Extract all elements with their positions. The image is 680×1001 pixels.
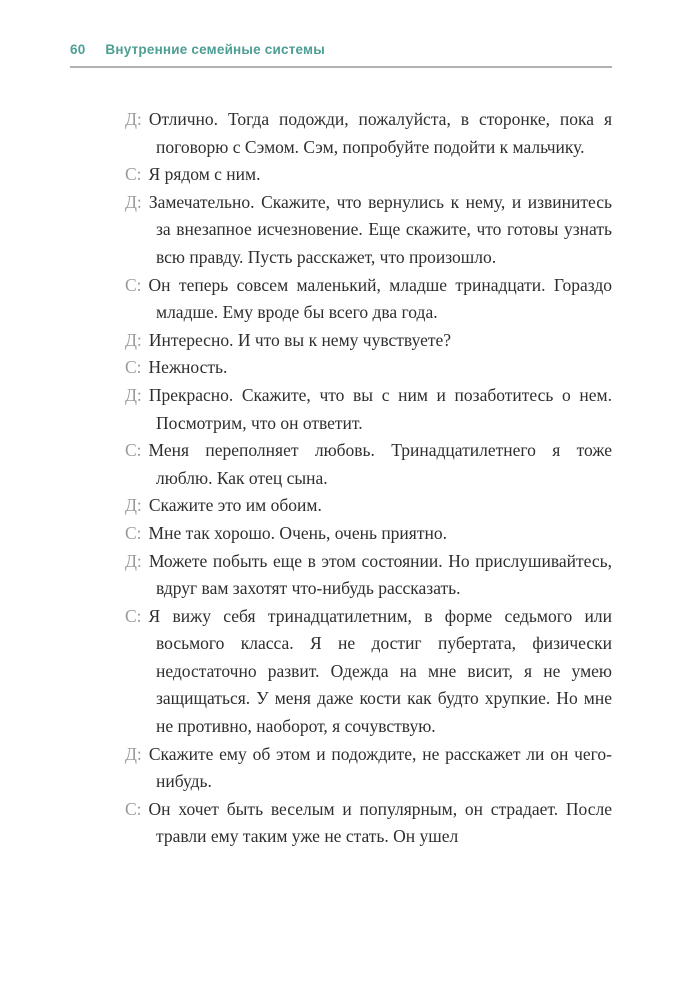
dialogue-line xyxy=(125,741,612,796)
dialogue-text: Прекрасно. Скажите, что вы с ним и позаботитесь о нем. Посмотрим, что он ответит. xyxy=(148,384,612,433)
dialogue-text: Мне так хорошо. Очень, очень приятно. xyxy=(148,522,447,543)
speaker-label: Д: xyxy=(125,329,142,350)
speaker-label: Д: xyxy=(125,495,142,516)
dialogue-text: Интересно. И что вы к нему чувствуете? xyxy=(148,329,452,350)
speaker-label: С: xyxy=(125,522,142,543)
speaker-label: С: xyxy=(125,798,142,819)
speaker-label: Д: xyxy=(125,109,142,129)
dialogue-line xyxy=(125,520,612,548)
dialogue-line xyxy=(125,354,612,382)
dialogue-text: Можете побыть еще в этом состоянии. Но прислушивайтесь, вдруг вам захотят что-нибудь рассказать. xyxy=(148,550,612,599)
header-rule xyxy=(70,66,612,68)
dialogue-line xyxy=(125,106,612,161)
dialogue-text: Замечательно. Скажите, что вернулись к нему, и извинитесь за внезапное исчезновение. Еще скажите, что готовы узнать всю правду. Пусть расскажет, что произошло. xyxy=(148,191,612,267)
dialogue-line xyxy=(125,603,612,741)
dialogue-line xyxy=(125,327,612,355)
dialogue-text: Отлично. Тогда подожди, пожалуйста, в сторонке, пока я поговорю с Сэмом. Сэм, попробуйте подойти к мальчику. xyxy=(148,109,612,157)
speaker-label: С: xyxy=(125,274,142,295)
dialogue-text: Скажите это им обоим. xyxy=(148,495,322,516)
speaker-label: С: xyxy=(125,440,142,461)
dialogue-line xyxy=(125,382,612,437)
dialogue-line xyxy=(125,161,612,189)
dialogue-text: Меня переполняет любовь. Тринадцатилетнего я тоже люблю. Как отец сына. xyxy=(148,440,612,488)
dialogue-list xyxy=(125,106,612,851)
dialogue-text: Он хочет быть веселым и популярным, он страдает. После травли ему таким уже не стать. Он ушел xyxy=(148,798,612,847)
dialogue-text: Я вижу себя тринадцатилетним, в форме седьмого или восьмого класса. Я не достиг пубертата, физически недостаточно развит. Одежда на мне висит, я не умею защищаться. У меня даже кости как будто хрупкие. Но мне не противно, наоборот, я сочувствую. xyxy=(148,605,612,737)
header-title: Внутренние семейные системы xyxy=(105,42,325,57)
page-number: 60 xyxy=(70,42,86,57)
dialogue-line xyxy=(125,189,612,272)
dialogue-text: Скажите ему об этом и подождите, не расскажет ли он чего-нибудь. xyxy=(148,743,612,792)
dialogue-text: Он теперь совсем маленький, младше тринадцати. Гораздо младше. Ему вроде бы всего два года. xyxy=(148,274,612,323)
speaker-label: С: xyxy=(125,605,142,626)
dialogue-line xyxy=(125,796,612,851)
speaker-label: Д: xyxy=(125,550,142,571)
dialogue-text: Нежность. xyxy=(148,357,228,378)
dialogue-line xyxy=(125,437,612,492)
running-head xyxy=(70,42,612,57)
speaker-label: Д: xyxy=(125,743,142,764)
dialogue-line xyxy=(125,492,612,520)
speaker-label: С: xyxy=(125,164,142,185)
dialogue-line xyxy=(125,548,612,603)
speaker-label: Д: xyxy=(125,384,142,405)
speaker-label: С: xyxy=(125,357,142,378)
dialogue-line xyxy=(125,272,612,327)
dialogue-text: Я рядом с ним. xyxy=(148,164,261,185)
speaker-label: Д: xyxy=(125,191,142,212)
